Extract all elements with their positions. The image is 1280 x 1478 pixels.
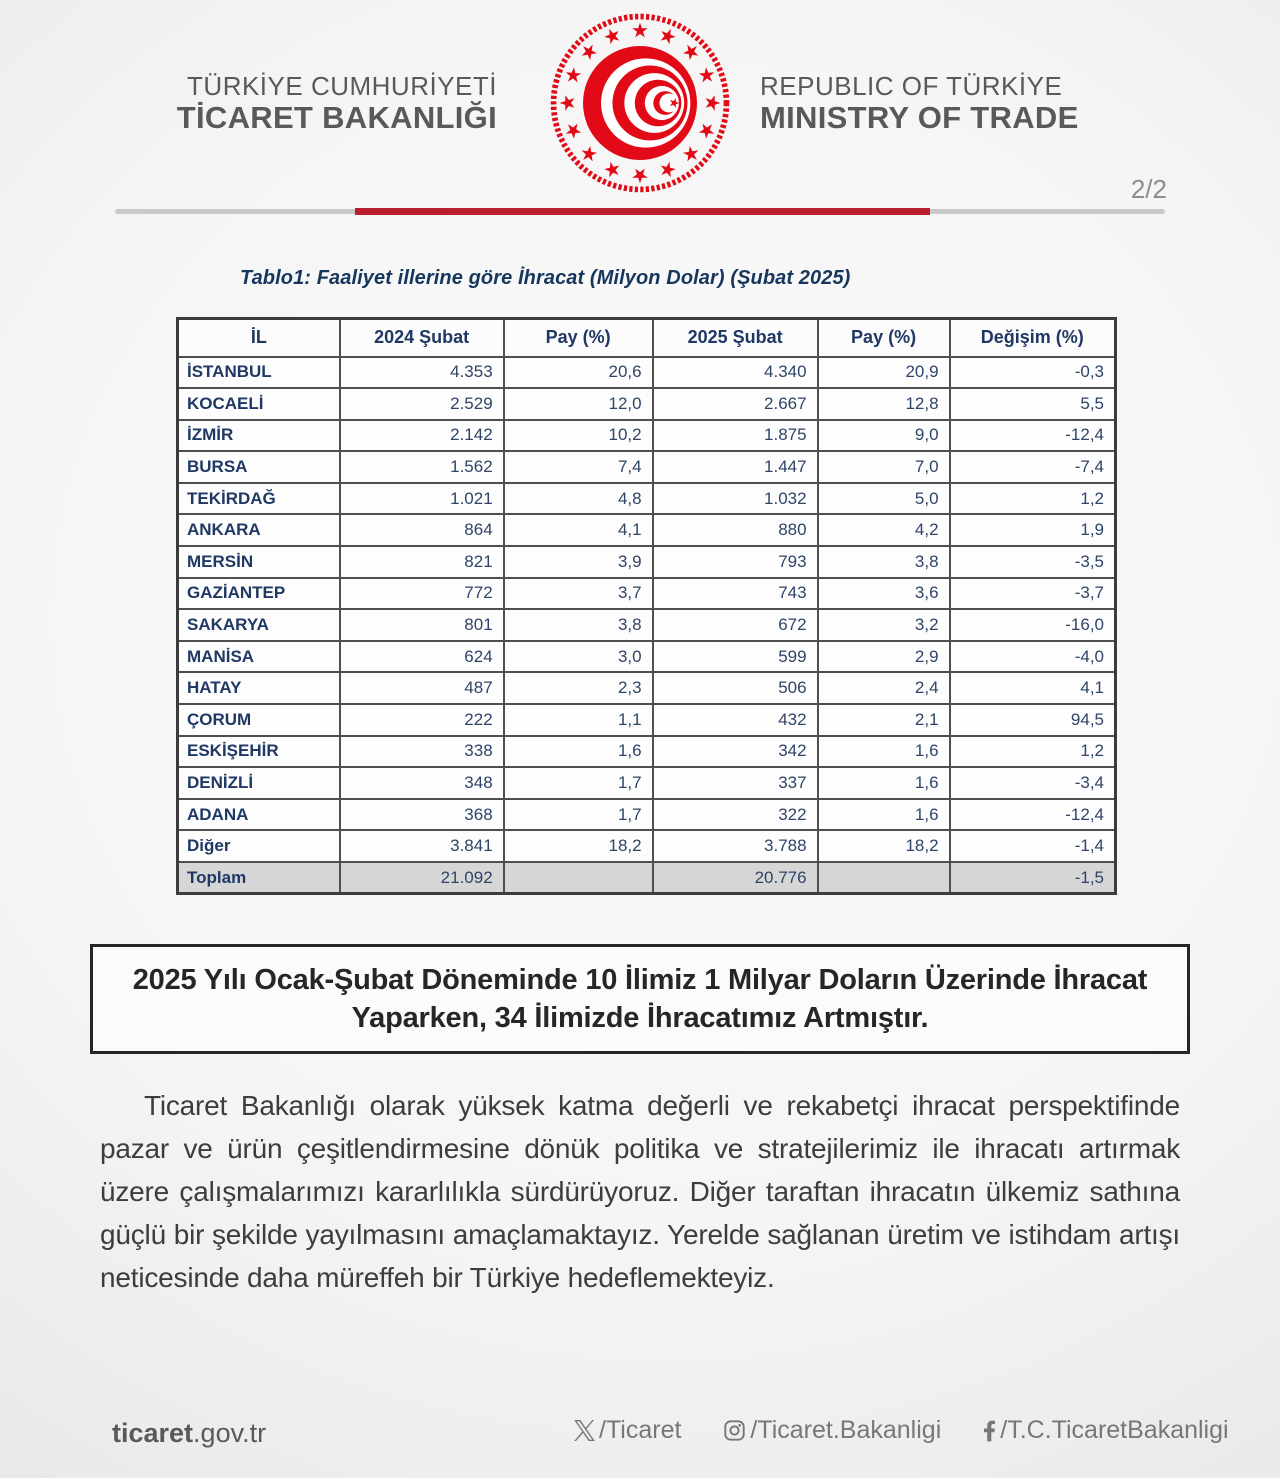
- footer: [0, 1416, 1280, 1456]
- cell-value: 3.841: [340, 830, 504, 862]
- cell-value: 1,6: [818, 767, 950, 799]
- cell-value: 3,9: [504, 546, 653, 578]
- province-name: İZMİR: [178, 420, 340, 452]
- table-row: [178, 514, 1116, 546]
- column-header: Pay (%): [818, 319, 950, 357]
- instagram-social-item: [723, 1416, 941, 1445]
- province-name: ANKARA: [178, 514, 340, 546]
- body-paragraph: Ticaret Bakanlığı olarak yüksek katma değerli ve rekabetçi ihracat perspektifinde pazar ve ürün çeşitlendirmesine dönük politika ve stratejilerimiz ile ihracatı artırmak üzere çalışmalarımızı kararlılıkla sürdürüyoruz. Diğer taraftan ihracatın ülkemiz sathına güçlü bir şekilde yayılmasını amaçlamaktayız. Yerelde sağlanan üretim ve istihdam artışı neticesinde daha müreffeh bir Türkiye hedeflemekteyiz.: [100, 1090, 1180, 1293]
- province-name: Diğer: [178, 830, 340, 862]
- cell-value: 20.776: [653, 862, 818, 894]
- cell-value: 3,8: [504, 609, 653, 641]
- facebook-icon: [983, 1420, 996, 1442]
- column-header: 2024 Şubat: [340, 319, 504, 357]
- column-header: Değişim (%): [950, 319, 1116, 357]
- divider-gray-left: [115, 209, 355, 214]
- ministry-name-en-line1: REPUBLIC OF TÜRKİYE: [760, 71, 1063, 101]
- cell-value: 3,0: [504, 641, 653, 673]
- table-row: [178, 451, 1116, 483]
- cell-value: -7,4: [950, 451, 1116, 483]
- cell-value: 880: [653, 514, 818, 546]
- province-name: ÇORUM: [178, 704, 340, 736]
- cell-value: 793: [653, 546, 818, 578]
- table-row: [178, 830, 1116, 862]
- cell-value: 337: [653, 767, 818, 799]
- website-url: [112, 1418, 266, 1449]
- cell-value: 20,9: [818, 357, 950, 389]
- cell-value: 1.447: [653, 451, 818, 483]
- facebook-handle: /T.C.TicaretBakanligi: [1000, 1416, 1229, 1444]
- x-logo-icon: [574, 1420, 595, 1441]
- cell-value: 1,2: [950, 736, 1116, 768]
- cell-value: 18,2: [504, 830, 653, 862]
- cell-value: -12,4: [950, 799, 1116, 831]
- cell-value: 624: [340, 641, 504, 673]
- province-name: SAKARYA: [178, 609, 340, 641]
- cell-value: 1.021: [340, 483, 504, 515]
- cell-value: -16,0: [950, 609, 1116, 641]
- cell-value: 9,0: [818, 420, 950, 452]
- cell-value: -0,3: [950, 357, 1116, 389]
- cell-value: 10,2: [504, 420, 653, 452]
- headline-statement-text: 2025 Yılı Ocak-Şubat Döneminde 10 İlimiz 1 Milyar Doların Üzerinde İhracat Yaparken, 34 İlimizde İhracatımız Artmıştır.: [132, 963, 1148, 1034]
- cell-value: 368: [340, 799, 504, 831]
- table-row: [178, 736, 1116, 768]
- header-divider: [115, 208, 1165, 215]
- table-row: [178, 483, 1116, 515]
- cell-value: 772: [340, 578, 504, 610]
- cell-value: 864: [340, 514, 504, 546]
- cell-value: 821: [340, 546, 504, 578]
- table-row: [178, 609, 1116, 641]
- ministry-name-en-line2: MINISTRY OF TRADE: [760, 100, 1079, 136]
- cell-value: 506: [653, 672, 818, 704]
- cell-value: -1,5: [950, 862, 1116, 894]
- cell-value: 2,9: [818, 641, 950, 673]
- cell-value: 12,0: [504, 388, 653, 420]
- cell-value: 743: [653, 578, 818, 610]
- cell-value: 20,6: [504, 357, 653, 389]
- cell-value: 1.562: [340, 451, 504, 483]
- province-name: BURSA: [178, 451, 340, 483]
- column-header: 2025 Şubat: [653, 319, 818, 357]
- table-total-row: [178, 862, 1116, 894]
- cell-value: 599: [653, 641, 818, 673]
- cell-value: 1,7: [504, 767, 653, 799]
- cell-value: 2,3: [504, 672, 653, 704]
- province-name: MANİSA: [178, 641, 340, 673]
- cell-value: 2,4: [818, 672, 950, 704]
- divider-gray-right: [930, 209, 1165, 214]
- cell-value: 1,6: [504, 736, 653, 768]
- cell-value: -12,4: [950, 420, 1116, 452]
- cell-value: 2.529: [340, 388, 504, 420]
- cell-value: 322: [653, 799, 818, 831]
- cell-value: 3,8: [818, 546, 950, 578]
- cell-value: [504, 862, 653, 894]
- ministry-name-english: [760, 72, 1079, 136]
- cell-value: -3,7: [950, 578, 1116, 610]
- cell-value: 18,2: [818, 830, 950, 862]
- province-name: HATAY: [178, 672, 340, 704]
- export-table-body: [178, 357, 1116, 894]
- cell-value: 3,6: [818, 578, 950, 610]
- cell-value: 4.340: [653, 357, 818, 389]
- cell-value: 1.875: [653, 420, 818, 452]
- cell-value: 1,2: [950, 483, 1116, 515]
- province-name: ADANA: [178, 799, 340, 831]
- ministry-emblem-icon: [545, 8, 735, 198]
- cell-value: 4,8: [504, 483, 653, 515]
- table-row: [178, 357, 1116, 389]
- table-row: [178, 388, 1116, 420]
- table-row: [178, 420, 1116, 452]
- cell-value: 1,1: [504, 704, 653, 736]
- table-row: [178, 578, 1116, 610]
- cell-value: 672: [653, 609, 818, 641]
- cell-value: 4,1: [504, 514, 653, 546]
- province-name: TEKİRDAĞ: [178, 483, 340, 515]
- divider-red-center: [355, 208, 930, 215]
- cell-value: 1,7: [504, 799, 653, 831]
- cell-value: 7,0: [818, 451, 950, 483]
- cell-value: 2.142: [340, 420, 504, 452]
- cell-value: -4,0: [950, 641, 1116, 673]
- table-title: Tablo1: Faaliyet illerine göre İhracat (Milyon Dolar) (Şubat 2025): [240, 267, 851, 289]
- ministry-name-tr-line2: TİCARET BAKANLIĞI: [176, 100, 497, 136]
- province-name: ESKİŞEHİR: [178, 736, 340, 768]
- province-name: GAZİANTEP: [178, 578, 340, 610]
- cell-value: -1,4: [950, 830, 1116, 862]
- x-handle: /Ticaret: [599, 1416, 682, 1444]
- cell-value: 4.353: [340, 357, 504, 389]
- instagram-handle: /Ticaret.Bakanligi: [750, 1416, 942, 1444]
- cell-value: 1,9: [950, 514, 1116, 546]
- cell-value: [818, 862, 950, 894]
- ministry-name-tr-line1: TÜRKİYE CUMHURİYETİ: [187, 71, 497, 101]
- website-url-rest: .gov.tr: [193, 1418, 267, 1448]
- cell-value: 338: [340, 736, 504, 768]
- table-row: [178, 546, 1116, 578]
- cell-value: 1,6: [818, 799, 950, 831]
- cell-value: 5,0: [818, 483, 950, 515]
- province-name: İSTANBUL: [178, 357, 340, 389]
- cell-value: 2.667: [653, 388, 818, 420]
- x-social-item: [574, 1416, 681, 1445]
- cell-value: 3.788: [653, 830, 818, 862]
- cell-value: 222: [340, 704, 504, 736]
- table-row: [178, 672, 1116, 704]
- cell-value: 21.092: [340, 862, 504, 894]
- export-table: [176, 317, 1117, 895]
- cell-value: 487: [340, 672, 504, 704]
- table-row: [178, 704, 1116, 736]
- cell-value: 4,2: [818, 514, 950, 546]
- cell-value: 342: [653, 736, 818, 768]
- province-name: Toplam: [178, 862, 340, 894]
- table-header-row: [178, 319, 1116, 357]
- cell-value: -3,5: [950, 546, 1116, 578]
- column-header: Pay (%): [504, 319, 653, 357]
- social-links: [574, 1416, 1229, 1445]
- page-number: 2/2: [1130, 174, 1167, 204]
- ministry-name-turkish: [0, 72, 497, 136]
- facebook-social-item: [983, 1416, 1228, 1445]
- cell-value: 3,7: [504, 578, 653, 610]
- cell-value: 12,8: [818, 388, 950, 420]
- cell-value: 348: [340, 767, 504, 799]
- province-name: DENİZLİ: [178, 767, 340, 799]
- cell-value: 5,5: [950, 388, 1116, 420]
- table-row: [178, 767, 1116, 799]
- column-header: İL: [178, 319, 340, 357]
- instagram-icon: [723, 1419, 746, 1442]
- cell-value: 1,6: [818, 736, 950, 768]
- province-name: KOCAELİ: [178, 388, 340, 420]
- cell-value: 2,1: [818, 704, 950, 736]
- table-row: [178, 641, 1116, 673]
- website-url-bold: ticaret: [112, 1418, 194, 1448]
- cell-value: 3,2: [818, 609, 950, 641]
- province-name: MERSİN: [178, 546, 340, 578]
- cell-value: -3,4: [950, 767, 1116, 799]
- cell-value: 94,5: [950, 704, 1116, 736]
- table-row: [178, 799, 1116, 831]
- ministry-logo: [545, 8, 735, 198]
- cell-value: 1.032: [653, 483, 818, 515]
- cell-value: 4,1: [950, 672, 1116, 704]
- cell-value: 801: [340, 609, 504, 641]
- cell-value: 432: [653, 704, 818, 736]
- headline-statement-box: [90, 944, 1190, 1054]
- cell-value: 7,4: [504, 451, 653, 483]
